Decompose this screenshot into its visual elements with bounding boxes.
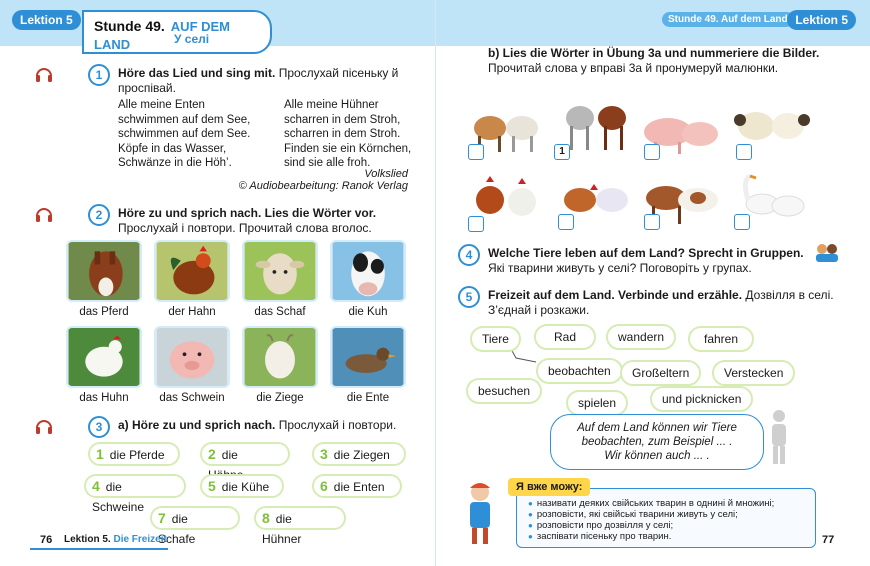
- plural-word: [150, 506, 240, 546]
- list-item: ● заспівати пісеньку про тварин.: [528, 531, 810, 542]
- task1-instruction-de: Höre das Lied und sing mit.: [118, 66, 276, 80]
- plural-word: [88, 442, 180, 466]
- poem-line: Alle meine Enten: [118, 99, 205, 111]
- poem-line: Finden sie ein Körnchen,: [284, 142, 412, 155]
- list-item: ● називати деяких свійських тварин в однині й множині;: [528, 498, 810, 509]
- caption-goat: die Ziege: [256, 392, 304, 404]
- task-number-3: 3: [88, 416, 110, 438]
- headphones-icon: [34, 204, 54, 224]
- phrase-word[interactable]: Verstecken: [712, 360, 795, 386]
- task-number-1: 1: [88, 64, 110, 86]
- photo-hen: [66, 326, 142, 388]
- poem-line: schwimmen auf dem See.: [118, 128, 251, 140]
- task4-instruction-uk: Які тварини живуть у селі? Поговоріть у групах.: [488, 261, 752, 275]
- task2-instruction: [118, 206, 414, 236]
- task4-instruction-de: Welche Tiere leben auf dem Land? Sprecht in Gruppen.: [488, 246, 804, 260]
- poem-line: sind sie alle froh.: [284, 157, 371, 169]
- plural-text: die Hühner: [262, 512, 302, 546]
- plural-word: [84, 474, 186, 514]
- task5-instruction-uk: Дозвілля в селі. З’єднай і розкажи.: [488, 288, 834, 317]
- footer-lektion-label: Lektion 5.: [64, 534, 111, 545]
- speech-bubble: [550, 414, 764, 470]
- speech-line: Wir können auch ... .: [604, 450, 710, 462]
- plural-text: die Ziegen: [333, 448, 390, 462]
- caption-pig: das Schwein: [159, 392, 225, 404]
- plural-word: [254, 506, 346, 546]
- plural-word: [200, 474, 284, 498]
- plural-number: 4: [92, 478, 100, 494]
- can-do-label: Я вже можу:: [508, 478, 590, 496]
- running-head: Stunde 49. Auf dem Land: [662, 12, 794, 27]
- girl-illustration: [458, 480, 502, 552]
- caption-sheep: das Schaf: [254, 306, 306, 318]
- plural-text: die Pferde: [109, 448, 165, 462]
- phrase-word[interactable]: Großeltern: [620, 360, 701, 386]
- task-number-4: 4: [458, 244, 480, 266]
- plural-number: 5: [208, 478, 216, 494]
- page-number: 76: [40, 534, 53, 546]
- song-verse-left: [118, 98, 250, 171]
- poem-line: schwimmen auf dem See,: [118, 113, 251, 126]
- plural-text: die: [221, 448, 238, 462]
- footer-lektion-title: Die Freizeit: [113, 534, 167, 545]
- plural-number: 7: [158, 510, 166, 526]
- task1-instruction-uk: Прослухай пісеньку й проспівай.: [118, 66, 399, 95]
- list-item: ● розповісти про дозвілля у селі;: [528, 520, 810, 531]
- plural-word: [200, 442, 290, 466]
- phrase-word[interactable]: besuchen: [466, 378, 542, 404]
- plural-text: die Schafe: [158, 512, 196, 546]
- headphones-icon: [34, 416, 54, 436]
- lesson-subtitle: У селі: [174, 32, 210, 46]
- task3a-instruction-de: a) Höre zu und sprich nach.: [118, 418, 276, 432]
- plural-word: [312, 474, 402, 498]
- photo-sheep: [242, 240, 318, 302]
- headphones-icon: [34, 64, 54, 84]
- task-number-5: 5: [458, 286, 480, 308]
- task3b-instruction-de: b) Lies die Wörter in Übung 3a und nummeriere die Bilder.: [488, 46, 820, 60]
- poem-line: Alle meine Hühner: [284, 99, 379, 111]
- caption-horse: das Pferd: [79, 306, 129, 318]
- lektion-tab: Lektion 5: [787, 10, 856, 30]
- task3a-instruction-uk: Прослухай і повтори.: [275, 418, 397, 432]
- person-silhouette-icon: [766, 408, 792, 466]
- song-source-folk: Volkslied: [364, 168, 408, 180]
- caption-hen: das Huhn: [79, 392, 129, 404]
- phrase-word[interactable]: spielen: [566, 390, 628, 416]
- page-number: 77: [822, 534, 835, 546]
- song-verse-right: [284, 98, 411, 171]
- photo-rooster: [154, 240, 230, 302]
- caption-rooster: der Hahn: [168, 306, 216, 318]
- phrase-word[interactable]: Rad: [534, 324, 596, 350]
- caption-cow: die Kuh: [348, 306, 388, 318]
- lesson-title: AUF DEM LAND: [94, 19, 231, 52]
- right-page: [435, 0, 870, 566]
- plural-number: 3: [320, 446, 328, 462]
- task2-instruction-de: Höre zu und sprich nach. Lies die Wörter vor.: [118, 206, 377, 220]
- task3b-instruction-uk: Прочитай слова у вправі 3а й пронумеруй малюнки.: [488, 61, 779, 75]
- number-box[interactable]: 1: [554, 144, 570, 160]
- photo-horse: [66, 240, 142, 302]
- task1-instruction: [118, 66, 414, 96]
- poem-line: Schwänze in die Höh’.: [118, 157, 232, 169]
- task-number-2: 2: [88, 204, 110, 226]
- plural-text: die Enten: [333, 480, 385, 494]
- plural-number: 6: [320, 478, 328, 494]
- photo-pig: [154, 326, 230, 388]
- photo-cow: [330, 240, 406, 302]
- photo-goat: [242, 326, 318, 388]
- plural-number: 8: [262, 510, 270, 526]
- phrase-word[interactable]: beobachten: [536, 358, 623, 384]
- plural-text: die Schweine: [92, 480, 145, 514]
- can-do-list: [528, 498, 810, 542]
- poem-line: scharren in dem Stroh.: [284, 128, 401, 140]
- plural-number: 1: [96, 446, 104, 462]
- phrase-word[interactable]: Tiere: [470, 326, 521, 352]
- task2-instruction-uk: Прослухай і повтори. Прочитай слова вголос.: [118, 221, 372, 235]
- list-item: ● розповісти, які свійські тварини живуть у селі;: [528, 509, 810, 520]
- song-source-copyright: © Audiobearbeitung: Ranok Verlag: [238, 180, 408, 192]
- plural-number: 2: [208, 446, 216, 462]
- phrase-word[interactable]: fahren: [688, 326, 754, 352]
- footer-lektion: [64, 534, 167, 545]
- phrase-word[interactable]: wandern: [606, 324, 676, 350]
- speech-line: beobachten, zum Beispiel ... .: [581, 436, 733, 448]
- song-source: [200, 168, 408, 192]
- task3a-instruction: [118, 418, 414, 433]
- lektion-tab: Lektion 5: [12, 10, 81, 30]
- plural-word: [312, 442, 406, 466]
- caption-duck: die Ente: [346, 392, 390, 404]
- phrase-word[interactable]: und picknicken: [650, 386, 753, 412]
- lesson-number: Stunde 49.: [94, 18, 165, 34]
- speech-line: Auf dem Land können wir Tiere: [577, 422, 737, 434]
- plural-text: die Kühe: [221, 480, 270, 494]
- poem-line: Köpfe in das Wasser,: [118, 142, 227, 155]
- poem-line: scharren in dem Stroh,: [284, 113, 401, 126]
- task5-instruction-de: Freizeit auf dem Land. Verbinde und erzähle.: [488, 288, 743, 302]
- photo-duck: [330, 326, 406, 388]
